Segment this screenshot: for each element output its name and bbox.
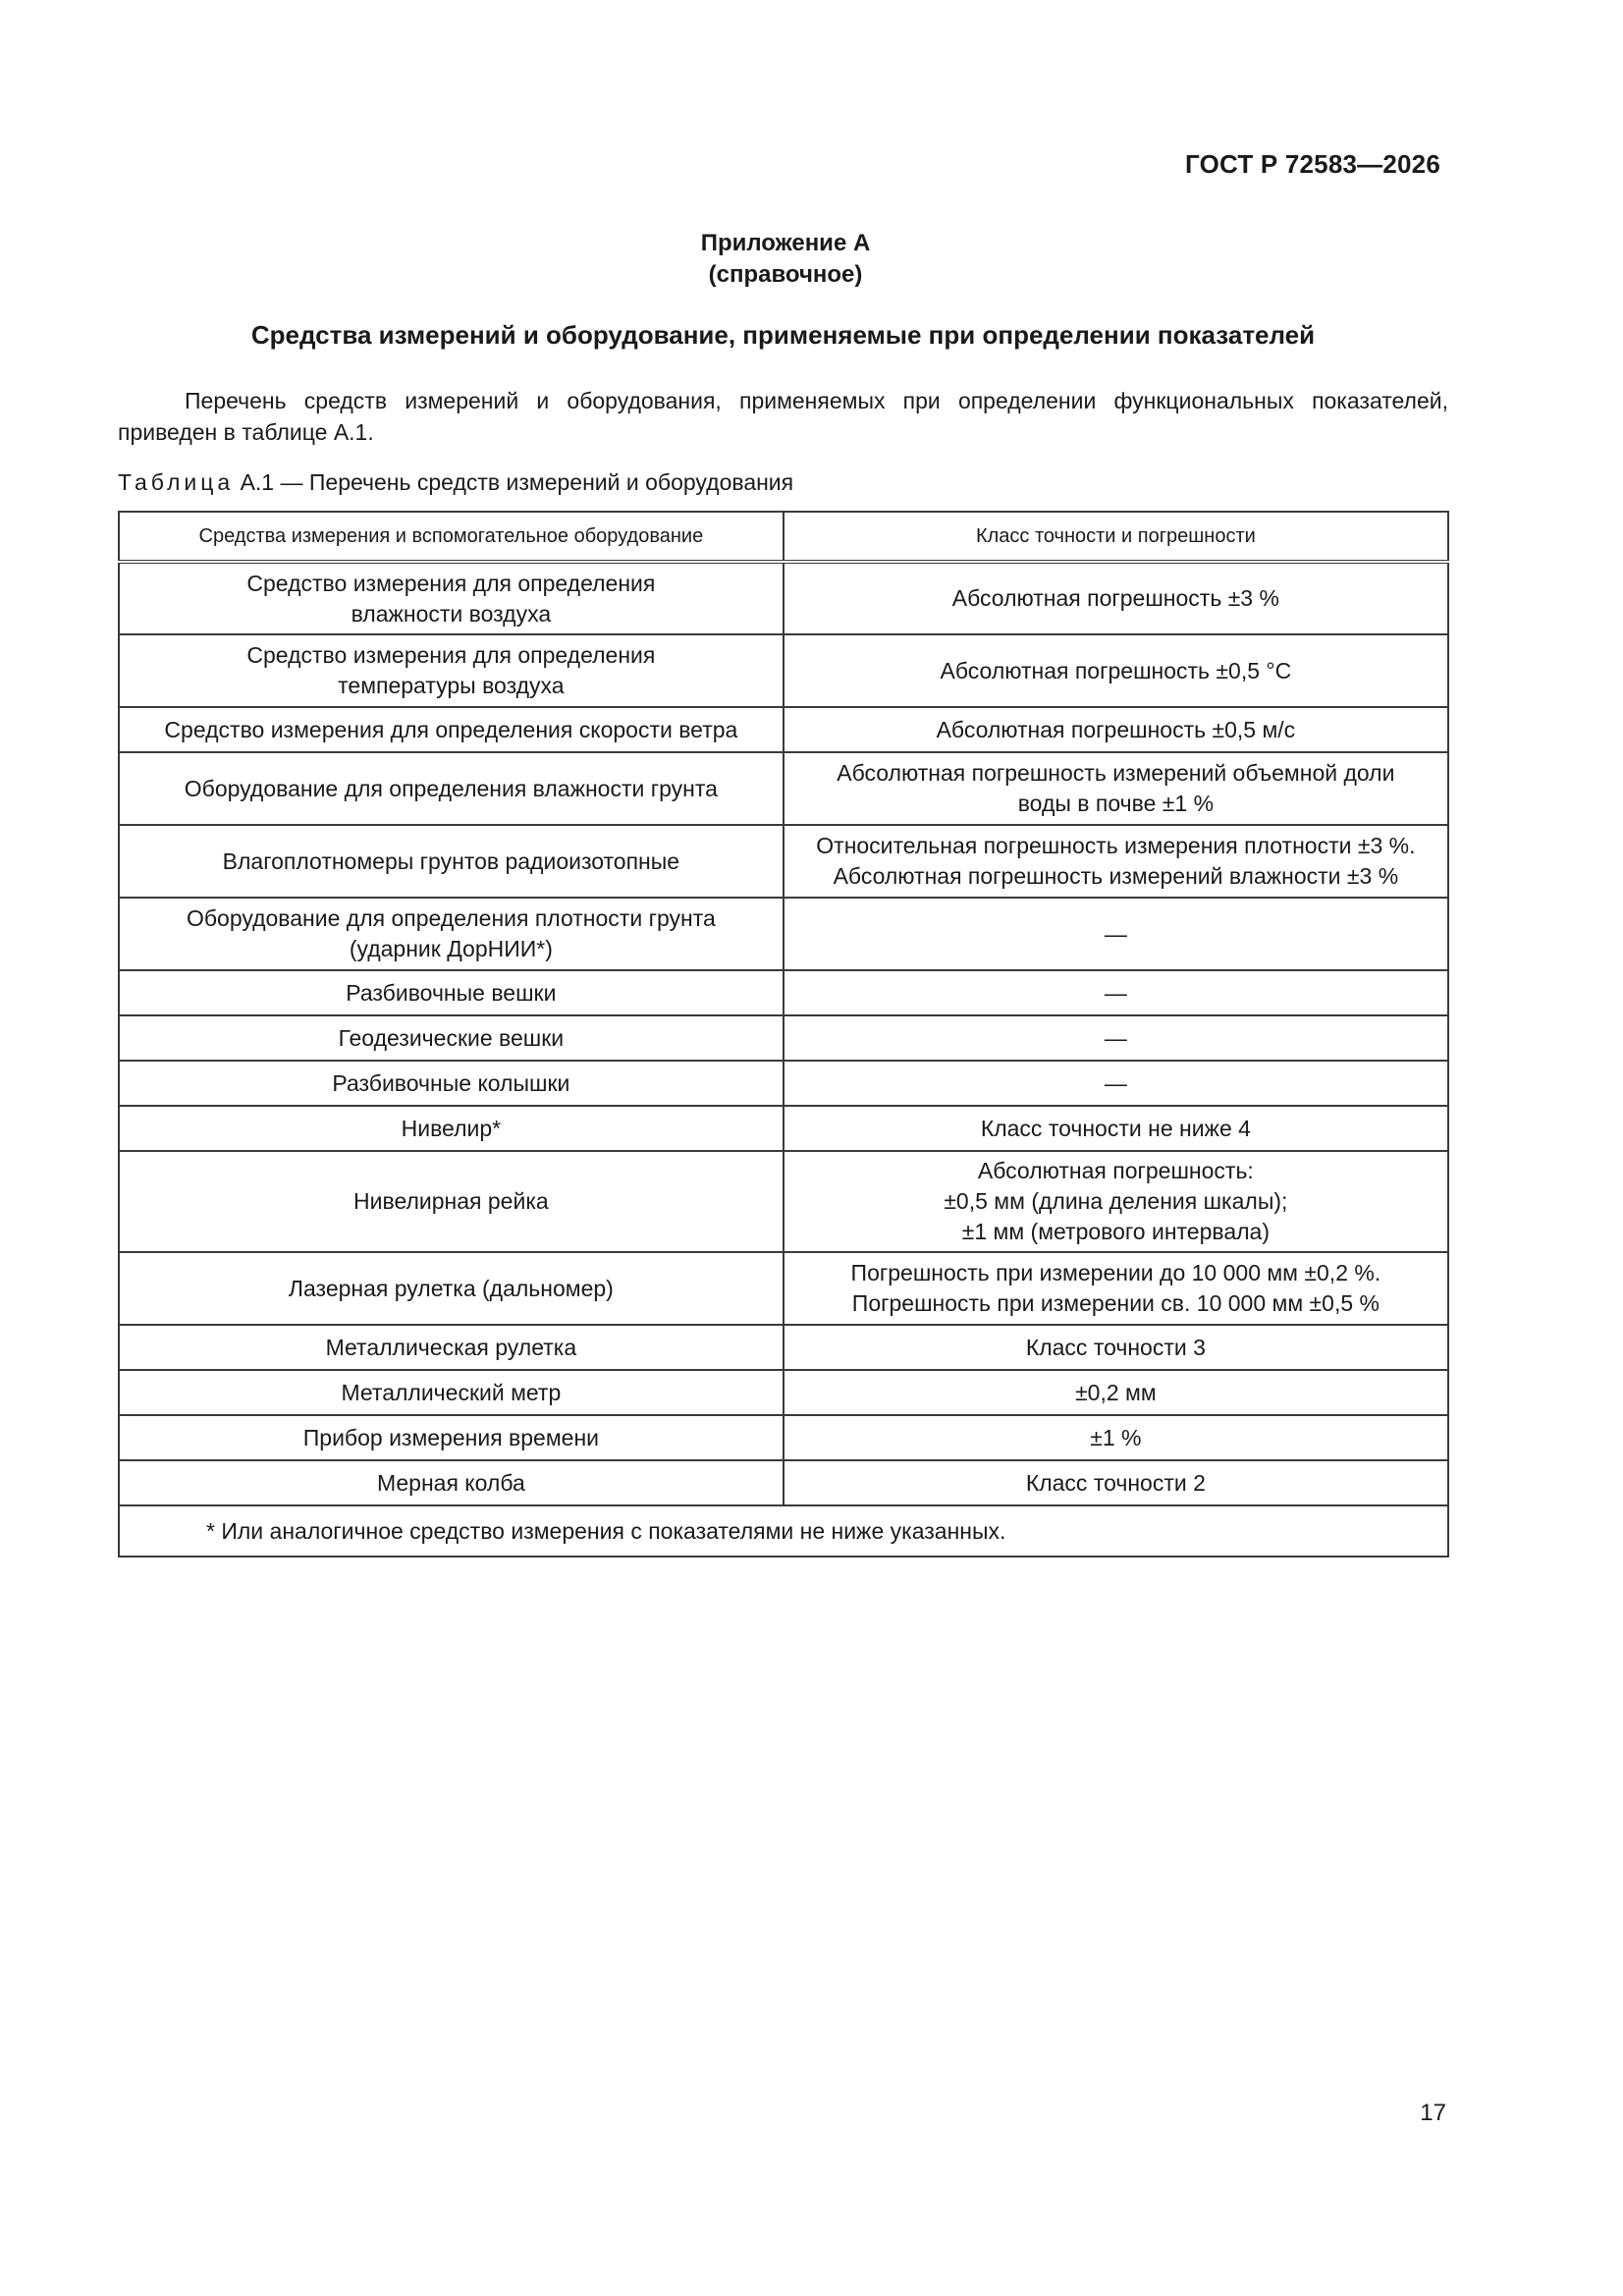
accuracy-cell <box>784 970 1448 1015</box>
accuracy-line: Погрешность при измерении св. 10 000 мм ±0,5 % <box>851 1290 1380 1316</box>
table-row <box>119 1151 1448 1252</box>
equipment-cell <box>119 1151 784 1252</box>
accuracy-line: Абсолютная погрешность ±3 % <box>951 585 1279 611</box>
appendix-title <box>0 228 1571 291</box>
table-row <box>119 1015 1448 1061</box>
accuracy-cell <box>784 1151 1448 1252</box>
table-row <box>119 825 1448 898</box>
accuracy-cell <box>784 1252 1448 1325</box>
equipment-line: Прибор измерения времени <box>302 1424 599 1450</box>
header-accuracy: Класс точности и погрешности <box>784 512 1448 562</box>
accuracy-cell <box>784 1415 1448 1460</box>
accuracy-cell <box>784 898 1448 970</box>
equipment-cell <box>119 825 784 898</box>
accuracy-line: ±1 мм (метрового интервала) <box>961 1219 1271 1244</box>
accuracy-line: — <box>1104 1024 1127 1051</box>
equipment-cell <box>119 707 784 752</box>
equipment-cell <box>119 1106 784 1151</box>
accuracy-cell <box>784 1325 1448 1370</box>
document-code: ГОСТ Р 72583—2026 <box>1185 149 1440 179</box>
equipment-cell <box>119 970 784 1015</box>
section-title: Средства измерений и оборудование, применяемые при определении показателей <box>250 320 1316 350</box>
accuracy-line: Абсолютная погрешность ±0,5 °С <box>940 657 1292 683</box>
table-row <box>119 1370 1448 1415</box>
table-row <box>119 970 1448 1015</box>
accuracy-cell <box>784 1106 1448 1151</box>
table-row <box>119 1460 1448 1505</box>
equipment-line: Средство измерения для определения <box>246 570 656 596</box>
equipment-cell <box>119 1061 784 1106</box>
accuracy-cell <box>784 1370 1448 1415</box>
equipment-table <box>118 511 1449 1558</box>
equipment-cell <box>119 898 784 970</box>
table-footnote: * Или аналогичное средство измерения с показателями не ниже указанных. <box>119 1505 1448 1557</box>
equipment-cell <box>119 1325 784 1370</box>
accuracy-line: ±0,2 мм <box>1075 1379 1157 1405</box>
equipment-line: (ударник ДорНИИ*) <box>349 936 553 961</box>
equipment-cell <box>119 1370 784 1415</box>
equipment-cell <box>119 1015 784 1061</box>
accuracy-line: ±0,5 мм (длина деления шкалы); <box>944 1188 1288 1214</box>
accuracy-line: Абсолютная погрешность ±0,5 м/с <box>936 716 1296 742</box>
accuracy-line: Класс точности не ниже 4 <box>980 1115 1251 1141</box>
equipment-line: Нивелир* <box>401 1115 502 1141</box>
equipment-line: Средство измерения для определения скорости ветра <box>164 716 738 742</box>
table-row <box>119 707 1448 752</box>
equipment-line: влажности воздуха <box>351 600 552 627</box>
equipment-cell <box>119 1252 784 1325</box>
accuracy-cell <box>784 707 1448 752</box>
accuracy-line: Класс точности 3 <box>1025 1334 1206 1360</box>
accuracy-cell <box>784 1460 1448 1505</box>
equipment-line: Разбивочные колышки <box>332 1069 570 1096</box>
equipment-line: Нивелирная рейка <box>353 1188 549 1214</box>
accuracy-line: Абсолютная погрешность измерений объемной доли <box>837 760 1395 786</box>
accuracy-line: Абсолютная погрешность: <box>977 1158 1254 1183</box>
accuracy-line: Класс точности 2 <box>1025 1469 1206 1496</box>
table-row <box>119 1106 1448 1151</box>
equipment-cell <box>119 634 784 707</box>
equipment-line: Средство измерения для определения <box>246 642 656 668</box>
accuracy-cell <box>784 634 1448 707</box>
header-equipment: Средства измерения и вспомогательное оборудование <box>119 512 784 562</box>
page-number: 17 <box>1420 2100 1446 2126</box>
accuracy-cell <box>784 1015 1448 1061</box>
table-row <box>119 1061 1448 1106</box>
accuracy-line: Погрешность при измерении до 10 000 мм ±0,2 %. <box>850 1260 1381 1285</box>
equipment-cell <box>119 562 784 634</box>
appendix-title-line1: Приложение А <box>700 230 871 256</box>
table-row <box>119 1415 1448 1460</box>
equipment-line: Лазерная рулетка (дальномер) <box>288 1275 614 1301</box>
table-row <box>119 752 1448 825</box>
intro-paragraph: Перечень средств измерений и оборудования, применяемых при определении функциональных показателей, приведен в таблице А.1. <box>118 388 1448 445</box>
accuracy-cell <box>784 562 1448 634</box>
table-caption <box>118 469 793 496</box>
table-row <box>119 898 1448 970</box>
accuracy-cell <box>784 752 1448 825</box>
equipment-line: температуры воздуха <box>338 673 565 698</box>
accuracy-line: Абсолютная погрешность измерений влажности ±3 % <box>833 863 1399 889</box>
table-row <box>119 1252 1448 1325</box>
table-row <box>119 634 1448 707</box>
equipment-line: Металлическая рулетка <box>325 1334 577 1360</box>
equipment-cell <box>119 1415 784 1460</box>
equipment-line: Геодезические вешки <box>338 1024 565 1051</box>
equipment-line: Влагоплотномеры грунтов радиоизотопные <box>222 847 680 874</box>
accuracy-line: воды в почве ±1 % <box>1017 791 1215 816</box>
table-row <box>119 1325 1448 1370</box>
equipment-line: Оборудование для определения влажности грунта <box>184 775 718 801</box>
equipment-line: Оборудование для определения плотности грунта <box>186 905 716 931</box>
equipment-line: Металлический метр <box>341 1379 562 1405</box>
table-body <box>119 562 1448 1557</box>
equipment-line: Разбивочные вешки <box>346 979 557 1006</box>
equipment-line: Мерная колба <box>376 1469 525 1496</box>
accuracy-line: — <box>1104 1069 1127 1096</box>
accuracy-cell <box>784 825 1448 898</box>
equipment-cell <box>119 1460 784 1505</box>
appendix-title-line2: (справочное) <box>708 261 863 288</box>
footnote-row <box>119 1505 1448 1557</box>
equipment-cell <box>119 752 784 825</box>
accuracy-line: ±1 % <box>1090 1424 1142 1450</box>
table-header-row <box>119 512 1448 562</box>
table-caption-text: А.1 — Перечень средств измерений и оборудования <box>234 469 794 495</box>
accuracy-line: — <box>1104 920 1127 947</box>
accuracy-cell <box>784 1061 1448 1106</box>
table-caption-word: Таблица <box>118 469 235 495</box>
accuracy-line: Относительная погрешность измерения плотности ±3 %. <box>816 833 1416 858</box>
table-row <box>119 562 1448 634</box>
accuracy-line: — <box>1104 979 1127 1006</box>
